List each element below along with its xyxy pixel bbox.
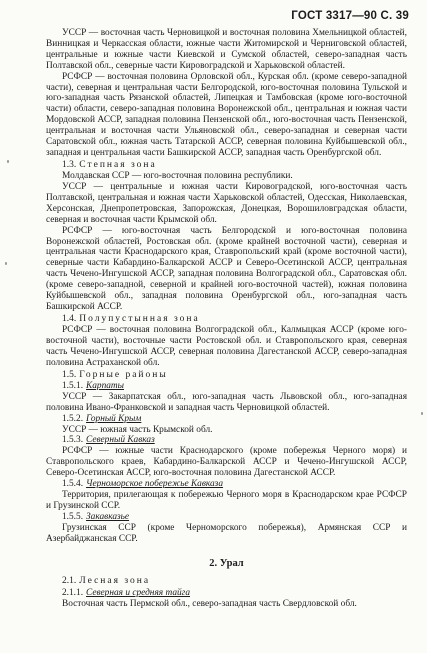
paragraph: РСФСР — восточная половина Волгоградской обл., Калмыцкая АССР (кроме юго-восточной части), восточные части Ростовской обл. и Ставропольского края, северная часть Чечено-Ингушской АССР, северная половина Дагестанской АССР, северо-западная половина Астраханской обл.	[46, 325, 407, 368]
subsection-heading	[46, 381, 407, 392]
paragraph: РСФСР — юго-восточная часть Белгородской и юго-восточная половина Воронежской областей, Ростовская обл. (кроме крайней восточной части), северная и центральная части Краснодарского края, Ставропольский край (кроме восточной части), северные части Кабардино-Балкарской АССР и Северо-Осетинской АССР, центральная часть Чечено-Ингушской АССР, западная половина Волгоградской обл., Саратовская обл. (кроме северо-западной, северной и крайней юго-восточной частей), южная половина Куйбышевской обл., западная половина Оренбургской обл., юго-западная часть Башкирской АССР.	[46, 225, 407, 312]
section-number: 1.5.	[62, 369, 77, 380]
subsection-number: 1.5.2.	[62, 413, 84, 424]
subsection-title: Горный Крым	[86, 413, 142, 424]
subsection-heading	[46, 479, 407, 490]
paragraph: Территория, прилегающая к побережью Черного моря в Краснодарском крае РСФСР и Грузинской ССР.	[46, 489, 407, 511]
paragraph: УССР — центральные и южная части Кировоградской, юго-восточная часть Полтавской, центральная и южная части Харьковской областей, Одесская, Николаевская, Херсонская, Днепропетровская, Запорожская, Донецкая, Ворошиловградская области, северная и восточная части Крымской обл.	[46, 181, 407, 225]
section-heading	[46, 314, 407, 325]
subsection-number: 1.5.3.	[62, 435, 84, 446]
subsection-number: 1.5.4.	[62, 479, 84, 490]
subsection-title: Карпаты	[86, 380, 124, 391]
section-heading	[46, 370, 407, 381]
section-number: 2.1.	[62, 576, 77, 587]
subsection-number: 2.1.1.	[62, 587, 84, 598]
paragraph: РСФСР — восточная половина Орловской обл., Курская обл. (кроме северо-западной части), северная и центральная части Белгородской, юго-восточная половина Тульской и юго-западная часть Рязанской областей, Липецкая и Тамбовская (кроме юго-восточной части) области, северо-западная половина Воронежской обл., центральная и южная части Мордовской АССР, западная половина Пензенской обл., юго-восточная часть Пензенской, центральная и восточная части Ульяновской обл., северо-западная и северная части Саратовской обл., южная часть Татарской АССР, северная половина Куйбышевской обл., западная и центральная части Башкирской АССР, западная часть Оренбургской обл.	[46, 71, 407, 158]
subsection-title: Северный Кавказ	[86, 435, 155, 446]
paragraph: УССР — южная часть Крымской обл.	[62, 424, 213, 435]
subsection-heading	[46, 414, 407, 425]
subsection-heading	[46, 512, 407, 523]
section-title: Лесная зона	[79, 576, 151, 587]
paragraph: РСФСР — южные части Краснодарского (кроме побережья Черного моря) и Ставропольского краев, Кабардино-Балкарской АССР и Чечено-Ингушской АССР, Северо-Осетинская АССР, юго-восточная половина Дагестанской АССР.	[46, 446, 407, 479]
paragraph: УССР — Закарпатская обл., юго-западная часть Львовской обл., юго-западная половина Ивано-Франковской и западная часть Черновицкой областей.	[46, 391, 407, 413]
scan-speck	[5, 262, 7, 265]
section-title: Степная зона	[79, 159, 157, 170]
section-heading	[46, 160, 407, 171]
subsection-title: Закавказье	[86, 511, 130, 522]
chapter-heading: 2. Урал	[209, 558, 244, 570]
paragraph: Грузинская ССР (кроме Черноморского побережья), Армянская ССР и Азербайджанская ССР.	[46, 522, 407, 544]
subsection-heading	[46, 435, 407, 446]
subsection-title: Черноморское побережье Кавказа	[86, 479, 224, 490]
section-title: Горные районы	[79, 369, 168, 380]
subsection-heading	[46, 588, 407, 599]
paragraph: Молдавская ССР — юго-восточная половина республики.	[62, 171, 293, 182]
scan-speck	[421, 412, 423, 415]
section-number: 1.4.	[62, 313, 77, 324]
subsection-title: Северная и средняя тайга	[86, 587, 190, 598]
paragraph: УССР — восточная часть Черновицкой и восточная половина Хмельницкой областей, Винницкая и Черкасская области, южные части Житомирской и Черниговской областей, центральные и южные части Киевской и Сумской областей, северо-западная часть Полтавской обл., северные части Кировоградской и Харьковской областей.	[46, 28, 407, 71]
page-body	[46, 28, 407, 610]
subsection-number: 1.5.1.	[62, 380, 84, 391]
paragraph: Восточная часть Пермской обл., северо-западная часть Свердловской обл.	[62, 598, 357, 609]
running-header: ГОСТ 3317—90 С. 39	[291, 10, 409, 22]
scan-speck	[7, 160, 9, 163]
section-heading	[46, 576, 407, 587]
section-number: 1.3.	[62, 159, 77, 170]
subsection-number: 1.5.5.	[62, 511, 84, 522]
section-title: Полупустынная зона	[79, 313, 200, 324]
